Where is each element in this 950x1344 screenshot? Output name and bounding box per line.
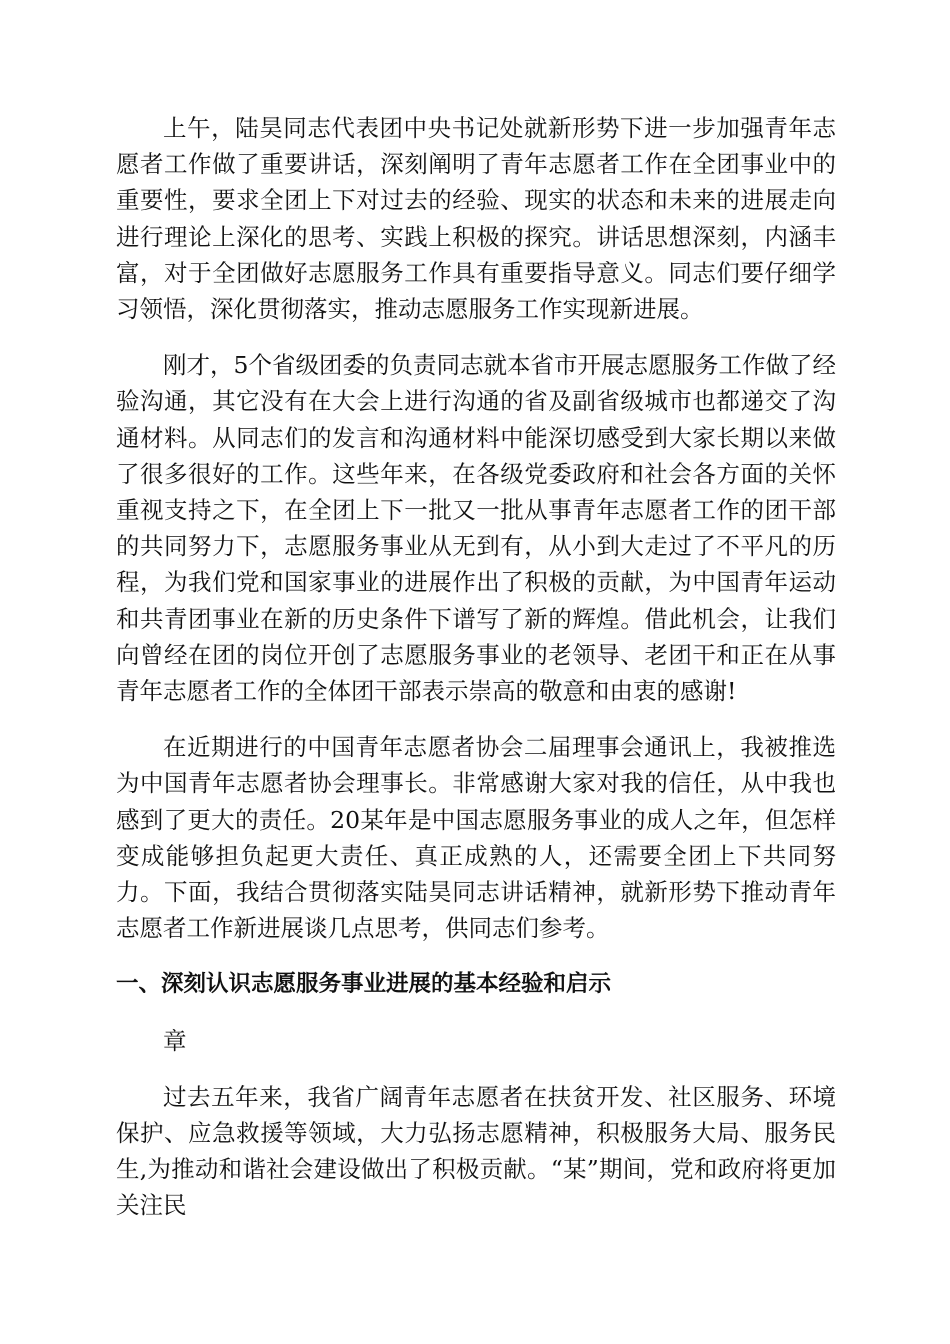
document-body bbox=[116, 110, 836, 1244]
paragraph-2: 刚才，5个省级团委的负责同志就本省市开展志愿服务工作做了经验沟通，其它没有在大会上进行沟通的省及副省级城市也都递交了沟通材料。从同志们的发言和沟通材料中能深切感受到大家长期以来做了很多很好的工作。这些年来，在各级党委政府和社会各方面的关怀重视支持之下，在全团上下一批又一批从事青年志愿者工作的团干部的共同努力下，志愿服务事业从无到有，从小到大走过了不平凡的历程，为我们党和国家事业的进展作出了积极的贡献，为中国青年运动和共青团事业在新的历史条件下谱写了新的辉煌。借此机会，让我们向曾经在团的岗位开创了志愿服务事业的老领导、老团干和正在从事青年志愿者工作的全体团干部表示崇高的敬意和由衷的感谢! bbox=[116, 351, 836, 706]
paragraph-1: 上午，陆昊同志代表团中央书记处就新形势下进一步加强青年志愿者工作做了重要讲话，深刻阐明了青年志愿者工作在全团事业中的重要性，要求全团上下对过去的经验、现实的状态和未来的进展走向进行理论上深化的思考、实践上积极的探究。讲话思想深刻，内涵丰富，对于全团做好志愿服务工作具有重要指导意义。同志们要仔细学习领悟，深化贯彻落实，推动志愿服务工作实现新进展。 bbox=[116, 114, 836, 324]
paragraph-4: 过去五年来，我省广阔青年志愿者在扶贫开发、社区服务、环境保护、应急救援等领域，大力弘扬志愿精神，积极服务大局、服务民生,为推动和谐社会建设做出了积极贡献。“某”期间，党和政府将更加关注民 bbox=[116, 1082, 836, 1220]
paragraph-3: 在近期进行的中国青年志愿者协会二届理事会通讯上，我被推选为中国青年志愿者协会理事长。非常感谢大家对我的信任，从中我也感到了更大的责任。20某年是中国志愿服务事业的成人之年，但怎样变成能够担负起更大责任、真正成熟的人，还需要全团上下共同努力。下面，我结合贯彻落实陆昊同志讲话精神，就新形势下推动青年志愿者工作新进展谈几点思考，供同志们参考。 bbox=[116, 733, 836, 943]
chapter-label: 章 bbox=[163, 1026, 187, 1055]
section-heading: 一、深刻认识志愿服务事业进展的基本经验和启示 bbox=[116, 971, 612, 998]
